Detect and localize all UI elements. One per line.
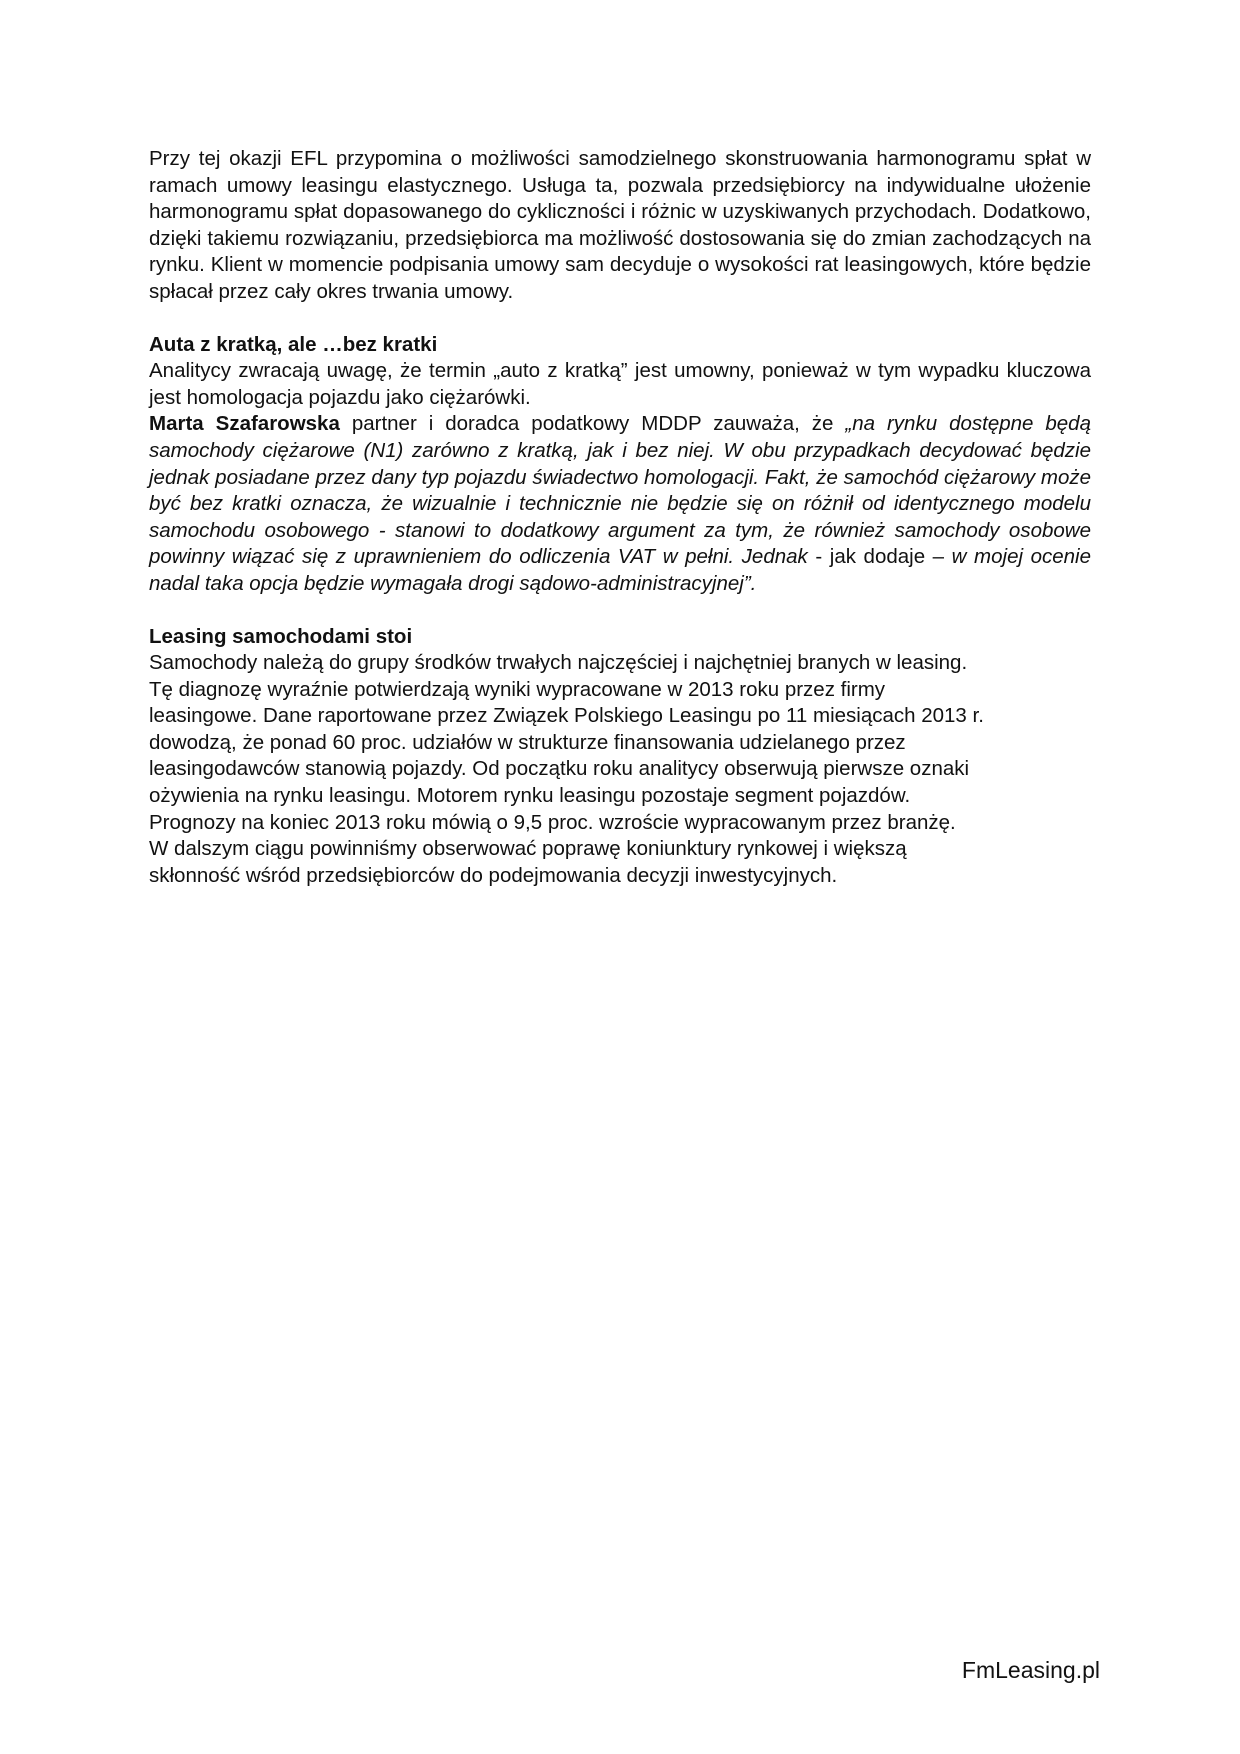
- section2-line: Tę diagnozę wyraźnie potwierdzają wyniki wypracowane w 2013 roku przez firmy: [149, 677, 886, 701]
- section2-line: dowodzą, że ponad 60 proc. udziałów w strukturze finansowania udzielanego przez: [149, 730, 906, 754]
- section2-line: W dalszym ciągu powinniśmy obserwować poprawę koniunktury rynkowej i większą: [149, 837, 907, 861]
- paragraph-spacer: [149, 598, 1091, 624]
- section-heading-leasing-samochodami: Leasing samochodami stoi: [149, 624, 413, 648]
- footer-brand: FmLeasing.pl: [961, 1657, 1100, 1683]
- section2-line: leasingodawców stanowią pojazdy. Od początku roku analitycy obserwują pierwsze oznaki: [149, 757, 970, 781]
- quote-text-part2: w mojej ocenie nadal taka opcja będzie wymagała drogi sądowo-administracyjnej”.: [149, 545, 1092, 595]
- quote-author: Marta Szafarowska: [149, 412, 340, 436]
- section2-line: skłonność wśród przedsiębiorców do podejmowania decyzji inwestycyjnych.: [149, 863, 838, 887]
- paragraph-spacer: [149, 306, 1091, 332]
- section2-paragraph: [149, 650, 1091, 889]
- section2-line: leasingowe. Dane raportowane przez Związek Polskiego Leasingu po 11 miesiącach 2013 r.: [149, 704, 984, 728]
- quote-intro: partner i doradca podatkowy MDDP zauważa, że: [339, 412, 846, 436]
- intro-paragraph: Przy tej okazji EFL przypomina o możliwości samodzielnego skonstruowania harmonogramu spłat w ramach umowy leasingu elastycznego. Usługa ta, pozwala przedsiębiorcy na indywidualne ułożenie harmonogramu spłat dopasowanego do cykliczności i różnic w uzyskiwanych przychodach. Dodatkowo, dzięki takiemu rozwiązaniu, przedsiębiorca ma możliwość dostosowania się do zmian zachodzących na rynku. Klient w momencie podpisania umowy sam decyduje o wysokości rat leasingowych, które będzie spłacał przez cały okres trwania umowy.: [149, 147, 1091, 303]
- section2-line: Prognozy na koniec 2013 roku mówią o 9,5 proc. wzroście wypracowanym przez branżę.: [149, 810, 956, 834]
- section-heading-auta-z-kratka: Auta z kratką, ale …bez kratki: [149, 332, 438, 356]
- quote-mid: - jak dodaje –: [807, 545, 952, 569]
- section2-line: ożywienia na rynku leasingu. Motorem rynku leasingu pozostaje segment pojazdów.: [149, 784, 911, 808]
- section1-paragraph: Analitycy zwracają uwagę, że termin „auto z kratką” jest umowny, ponieważ w tym wypadku kluczowa jest homologacja pojazdu jako ciężarówki.: [149, 359, 1091, 409]
- section2-line: Samochody należą do grupy środków trwałych najczęściej i najchętniej branych w leasing.: [149, 651, 968, 675]
- document-body: [149, 146, 1091, 889]
- section1-quote-paragraph: [149, 411, 1091, 597]
- quote-text-part1: „na rynku dostępne będą samochody ciężarowe (N1) zarówno z kratką, jak i bez niej. W obu przypadkach decydować będzie jednak posiadane przez dany typ pojazdu świadectwo homologacji. Fakt, że samochód ciężarowy może być bez kratki oznacza, że wizualnie i technicznie nie będzie się on różnił od identycznego modelu samochodu osobowego - stanowi to dodatkowy argument za tym, że również samochody osobowe powinny wiązać się z uprawnieniem do odliczenia VAT w pełni. Jednak: [149, 412, 1091, 569]
